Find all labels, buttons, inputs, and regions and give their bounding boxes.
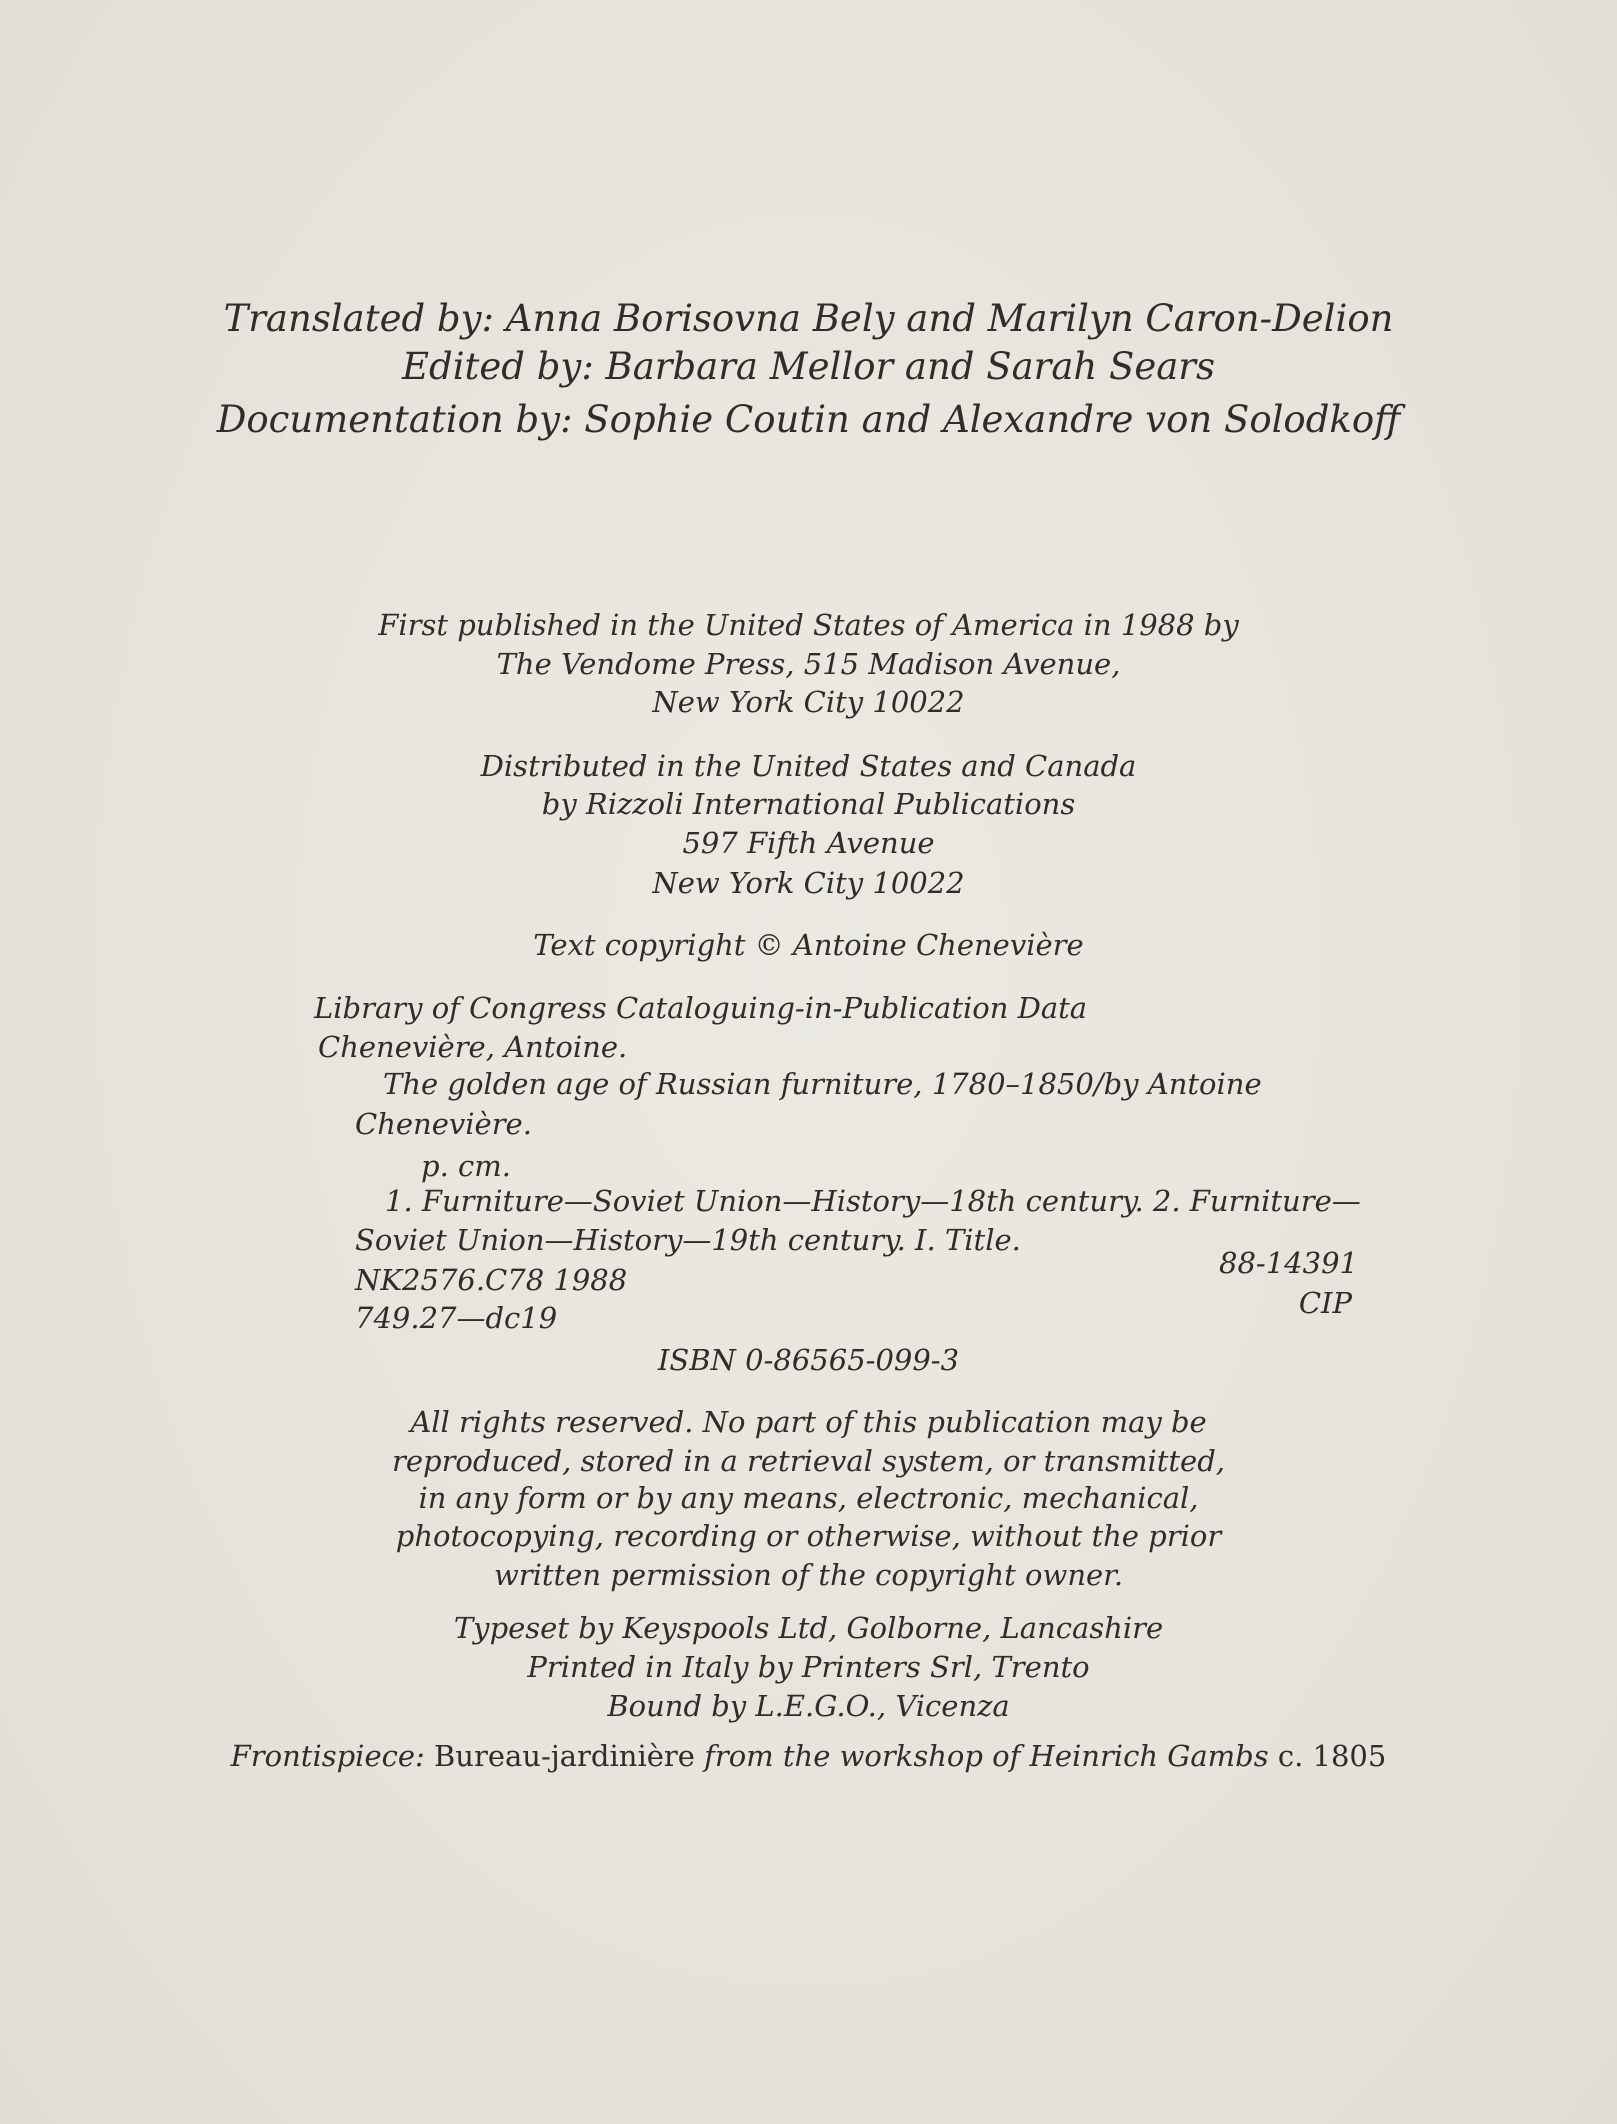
cip-call-number: NK2576.C78 1988 — [355, 1263, 628, 1297]
publication-line-1: First published in the United States of America in 1988 by — [378, 608, 1239, 642]
frontispiece-date: c. 1805 — [1277, 1739, 1387, 1773]
cip-author: Chenevière, Antoine. — [318, 1030, 628, 1064]
cip-dewey: 749.27—dc19 — [355, 1301, 558, 1335]
rights-line-5: written permission of the copyright owner. — [493, 1558, 1124, 1592]
rights-line-2: reproduced, stored in a retrieval system, or transmitted, — [391, 1444, 1225, 1478]
cip-collation: p. cm. — [421, 1149, 511, 1183]
distribution-line-3: 597 Fifth Avenue — [682, 826, 935, 860]
distribution-line-1: Distributed in the United States and Canada — [480, 749, 1137, 783]
cip-title-line-1: The golden age of Russian furniture, 1780–1850/by Antoine — [383, 1067, 1262, 1101]
rights-line-1: All rights reserved. No part of this publication may be — [410, 1405, 1207, 1439]
distribution-line-2: by Rizzoli International Publications — [541, 787, 1076, 821]
production-line-1: Typeset by Keyspools Ltd, Golborne, Lancashire — [453, 1611, 1164, 1645]
cip-label: CIP — [1298, 1286, 1352, 1320]
rights-line-3: in any form or by any means, electronic, mechanical, — [418, 1481, 1199, 1515]
isbn: ISBN 0-86565-099-3 — [657, 1343, 960, 1377]
production-line-2: Printed in Italy by Printers Srl, Trento — [527, 1650, 1090, 1684]
rights-line-4: photocopying, recording or otherwise, without the prior — [395, 1519, 1222, 1553]
frontispiece-description: from the workshop of Heinrich Gambs — [694, 1739, 1269, 1773]
cip-heading: Library of Congress Cataloguing-in-Publication Data — [314, 991, 1088, 1025]
production-line-3: Bound by L.E.G.O., Vicenza — [607, 1689, 1010, 1723]
cip-subjects-line-1: 1. Furniture—Soviet Union—History—18th century. 2. Furniture— — [385, 1184, 1361, 1218]
cip-title-line-2: Chenevière. — [355, 1107, 532, 1141]
documentation-credit: Documentation by: Sophie Coutin and Alexandre von Solodkoff — [216, 398, 1401, 441]
editor-credit: Edited by: Barbara Mellor and Sarah Sears — [402, 345, 1215, 388]
frontispiece-caption — [0, 1739, 1617, 1773]
translator-credit: Translated by: Anna Borisovna Bely and Marilyn Caron-Delion — [223, 297, 1394, 340]
cip-subjects-line-2: Soviet Union—History—19th century. I. Title. — [355, 1223, 1021, 1257]
publication-line-2: The Vendome Press, 515 Madison Avenue, — [496, 647, 1121, 681]
distribution-line-4: New York City 10022 — [652, 866, 965, 900]
frontispiece-object: Bureau-jardinière — [434, 1739, 695, 1773]
publication-line-3: New York City 10022 — [652, 685, 965, 719]
frontispiece-label: Frontispiece: — [230, 1739, 425, 1773]
text-copyright: Text copyright © Antoine Chenevière — [533, 928, 1084, 962]
cip-lccn: 88-14391 — [1219, 1246, 1358, 1280]
